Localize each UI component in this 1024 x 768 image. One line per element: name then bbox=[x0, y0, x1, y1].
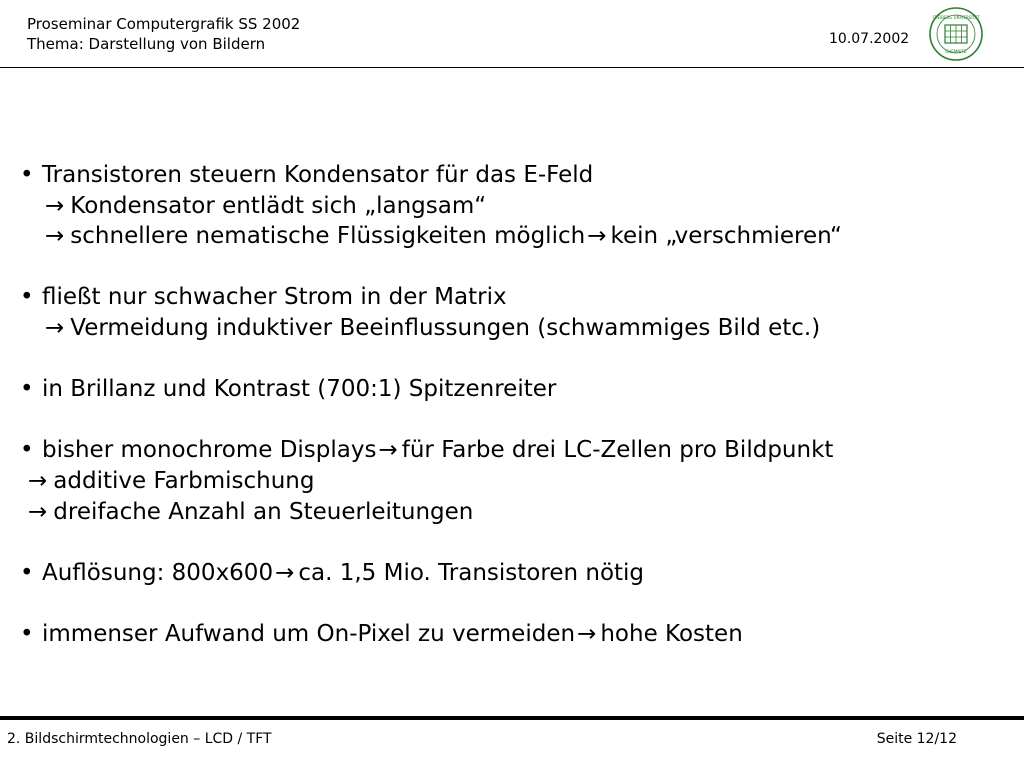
seal-text-top: FREIBERG UNIVERSITÄT bbox=[932, 15, 980, 20]
bullet-text: in Brillanz und Kontrast (700:1) Spitzenreiter bbox=[42, 376, 557, 403]
footer-divider bbox=[0, 716, 1024, 720]
sub-item-text: kein „verschmieren“ bbox=[610, 223, 842, 250]
arrow-right-icon: → bbox=[45, 223, 65, 250]
bullet-icon: • bbox=[20, 376, 34, 403]
sub-item-text: additive Farbmischung bbox=[53, 467, 315, 494]
bullet-text: immenser Aufwand um On-Pixel zu vermeiden bbox=[42, 620, 576, 647]
arrow-right-icon: → bbox=[587, 223, 607, 250]
sub-item bbox=[20, 466, 1010, 497]
bullet-text: Transistoren steuern Kondensator für das E-Feld bbox=[42, 162, 594, 188]
arrow-right-icon: → bbox=[378, 437, 398, 464]
page-number: Seite 12/12 bbox=[876, 731, 957, 747]
university-seal-icon bbox=[928, 6, 984, 62]
bullet-icon: • bbox=[20, 559, 34, 586]
bullet-text: für Farbe drei LC-Zellen pro Bildpunkt bbox=[401, 437, 834, 464]
bullet-item bbox=[20, 435, 1010, 466]
topic-title: Thema: Darstellung von Bildern bbox=[27, 35, 266, 53]
bullet-icon: • bbox=[20, 437, 34, 464]
slide-content bbox=[20, 160, 1010, 650]
bullet-item bbox=[20, 558, 1010, 589]
bullet-text: ca. 1,5 Mio. Transistoren nötig bbox=[298, 559, 645, 586]
arrow-right-icon: → bbox=[45, 314, 65, 341]
sub-item-text: dreifache Anzahl an Steuerleitungen bbox=[53, 498, 474, 525]
sub-item-text: Vermeidung induktiver Beeinflussungen (schwammiges Bild etc.) bbox=[70, 314, 821, 341]
sub-item-text: schnellere nematische Flüssigkeiten möglich bbox=[70, 223, 586, 250]
header-date: 10.07.2002 bbox=[829, 31, 910, 47]
arrow-right-icon: → bbox=[577, 620, 597, 647]
sub-item bbox=[20, 313, 1010, 344]
bullet-icon: • bbox=[20, 284, 34, 311]
arrow-right-icon: → bbox=[28, 498, 48, 525]
sub-item bbox=[20, 191, 1010, 222]
sub-item bbox=[20, 497, 1010, 528]
bullet-text: fließt nur schwacher Strom in der Matrix bbox=[42, 284, 507, 311]
bullet-item bbox=[20, 160, 1010, 191]
bullet-item bbox=[20, 619, 1010, 650]
seminar-title: Proseminar Computergrafik SS 2002 bbox=[27, 15, 301, 33]
arrow-right-icon: → bbox=[275, 559, 295, 586]
header-divider bbox=[0, 67, 1024, 68]
seal-text-bottom: CHEMNITZ bbox=[945, 49, 967, 54]
slide-header bbox=[0, 0, 1024, 68]
sub-item-text: Kondensator entlädt sich „langsam“ bbox=[70, 192, 487, 219]
arrow-right-icon: → bbox=[45, 192, 65, 219]
bullet-text: Auflösung: 800x600 bbox=[42, 559, 274, 586]
bullet-text: bisher monochrome Displays bbox=[42, 437, 377, 464]
header-title bbox=[27, 14, 300, 54]
bullet-text: hohe Kosten bbox=[600, 620, 743, 647]
arrow-right-icon: → bbox=[28, 467, 48, 494]
bullet-icon: • bbox=[20, 620, 34, 647]
footer-section-title: 2. Bildschirmtechnologien – LCD / TFT bbox=[7, 731, 272, 747]
bullet-item bbox=[20, 282, 1010, 313]
sub-item bbox=[20, 221, 1010, 252]
bullet-icon: • bbox=[20, 162, 34, 188]
bullet-item bbox=[20, 374, 1010, 405]
